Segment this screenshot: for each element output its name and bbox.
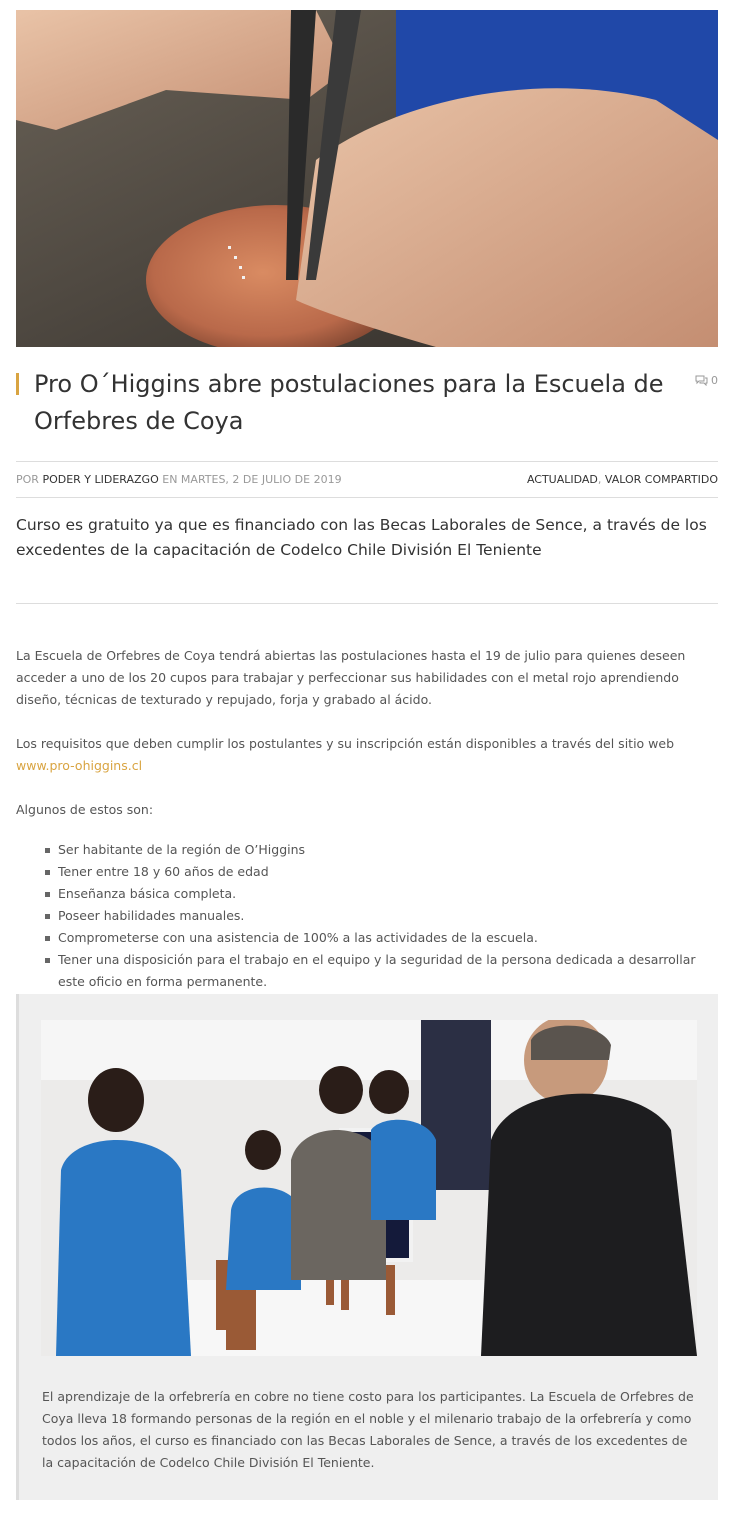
by-label: POR xyxy=(16,473,39,486)
article-header xyxy=(16,366,718,438)
body-paragraph: Algunos de estos son: xyxy=(16,802,154,817)
author-link[interactable]: PODER Y LIDERAZGO xyxy=(42,473,159,486)
article-figure xyxy=(16,994,718,1500)
title-accent-bar xyxy=(16,373,19,395)
body-paragraph xyxy=(16,733,718,777)
divider xyxy=(16,603,718,604)
category-link[interactable]: VALOR COMPARTIDO xyxy=(604,473,718,486)
comment-bubble-icon xyxy=(695,375,708,386)
requirements-list xyxy=(16,839,718,993)
article-meta xyxy=(16,461,718,498)
metalwork-photo xyxy=(16,10,718,347)
paragraph-text: Los requisitos que deben cumplir los postulantes y su inscripción están disponibles a través del sitio web xyxy=(16,736,675,751)
category-list: ACTUALIDAD, VALOR COMPARTIDO xyxy=(526,473,718,486)
list-item: Enseñanza básica completa. xyxy=(16,883,718,905)
body-paragraph: La Escuela de Orfebres de Coya tendrá abiertas las postulaciones hasta el 19 de julio para quienes deseen acceder a uno de los 20 cupos para trabajar y perfeccionar sus habilidades con el metal rojo aprendiendo diseño, técnicas de texturado y repujado, forja y grabado al ácido. xyxy=(16,648,686,707)
byline xyxy=(16,473,342,486)
article-title: Pro O´Higgins abre postulaciones para la Escuela de Orfebres de Coya xyxy=(34,370,664,435)
event-photo xyxy=(41,1020,697,1356)
exhibition-photo xyxy=(41,1020,697,1356)
list-item: Tener una disposición para el trabajo en el equipo y la seguridad de la persona dedicada a desarrollar este oficio en forma permanente. xyxy=(16,949,718,993)
category-link[interactable]: ACTUALIDAD xyxy=(526,473,598,486)
comment-count: 0 xyxy=(711,374,718,387)
list-item: Poseer habilidades manuales. xyxy=(16,905,718,927)
article-lead: Curso es gratuito ya que es financiado con las Becas Laborales de Sence, a través de los excedentes de la capacitación de Codelco Chile División El Teniente xyxy=(16,516,707,559)
comment-count-link[interactable] xyxy=(695,374,718,387)
list-item: Ser habitante de la región de O’Higgins xyxy=(16,839,718,861)
publish-date: EN MARTES, 2 DE JULIO DE 2019 xyxy=(162,473,342,486)
list-item: Comprometerse con una asistencia de 100% a las actividades de la escuela. xyxy=(16,927,718,949)
website-link[interactable]: www.pro-ohiggins.cl xyxy=(16,758,143,773)
hero-image xyxy=(16,10,718,347)
figure-caption: El aprendizaje de la orfebrería en cobre no tiene costo para los participantes. La Escuela de Orfebres de Coya lleva 18 formando personas de la región en el noble y el milenario trabajo de la orfebrería y como todos los años, el curso es financiado con las Becas Laborales de Sence, a través de los excedentes de la capacitación de Codelco Chile División El Teniente. xyxy=(42,1389,694,1470)
list-item: Tener entre 18 y 60 años de edad xyxy=(16,861,718,883)
